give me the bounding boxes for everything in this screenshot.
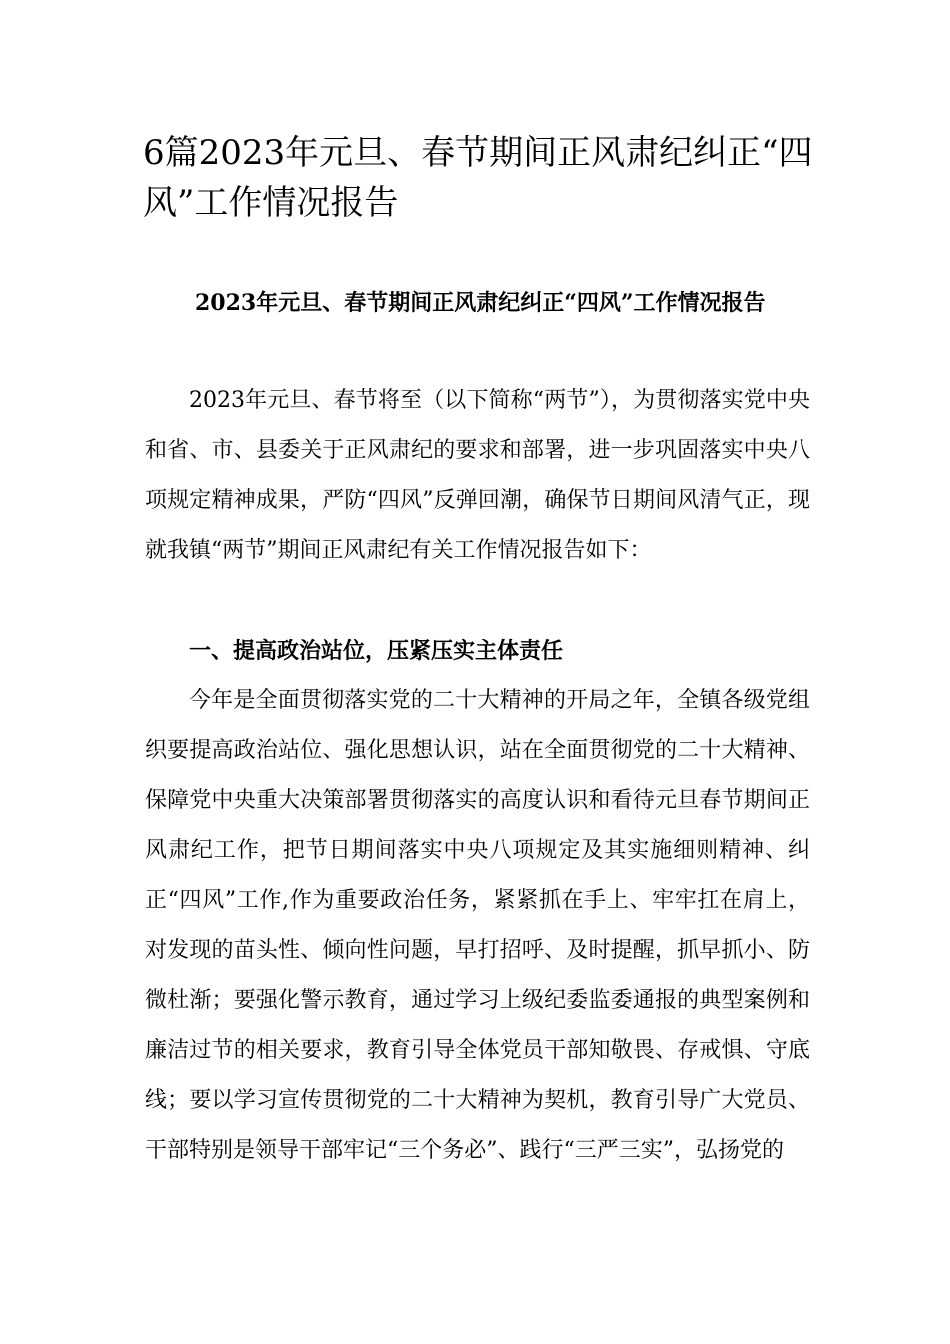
intro-paragraph: 2023年元旦、春节将至（以下简称“两节”），为贯彻落实党中央和省、市、县委关于正风肃纪的要求和部署，进一步巩固落实中央八项规定精神成果，严防“四风”反弹回潮，确保节日期间风清气正，现就我镇“两节”期间正风肃纪有关工作情况报告如下： bbox=[145, 388, 810, 563]
report-subtitle: 2023年元旦、春节期间正风肃纪纠正“四风”工作情况报告 bbox=[195, 290, 766, 316]
section-heading: 一、提高政治站位，压紧压实主体责任 bbox=[189, 638, 564, 664]
document-title: 6篇2023年元旦、春节期间正风肃纪纠正“四风”工作情况报告 bbox=[143, 133, 813, 223]
section-paragraph: 今年是全面贯彻落实党的二十大精神的开局之年，全镇各级党组织要提高政治站位、强化思想认识，站在全面贯彻党的二十大精神、保障党中央重大决策部署贯彻落实的高度认识和看待元旦春节期间正风肃纪工作，把节日期间落实中央八项规定及其实施细则精神、纠正“四风”工作,作为重要政治任务，紧紧抓在手上、牢牢扛在肩上，对发现的苗头性、倾向性问题，早打招呼、及时提醒，抓早抓小、防微杜渐；要强化警示教育，通过学习上级纪委监委通报的典型案例和廉洁过节的相关要求，教育引导全体党员干部知敬畏、存戒惧、守底线；要以学习宣传贯彻党的二十大精神为契机，教育引导广大党员、干部特别是领导干部牢记“三个务必”、践行“三严三实”，弘扬党的 bbox=[145, 688, 810, 1163]
